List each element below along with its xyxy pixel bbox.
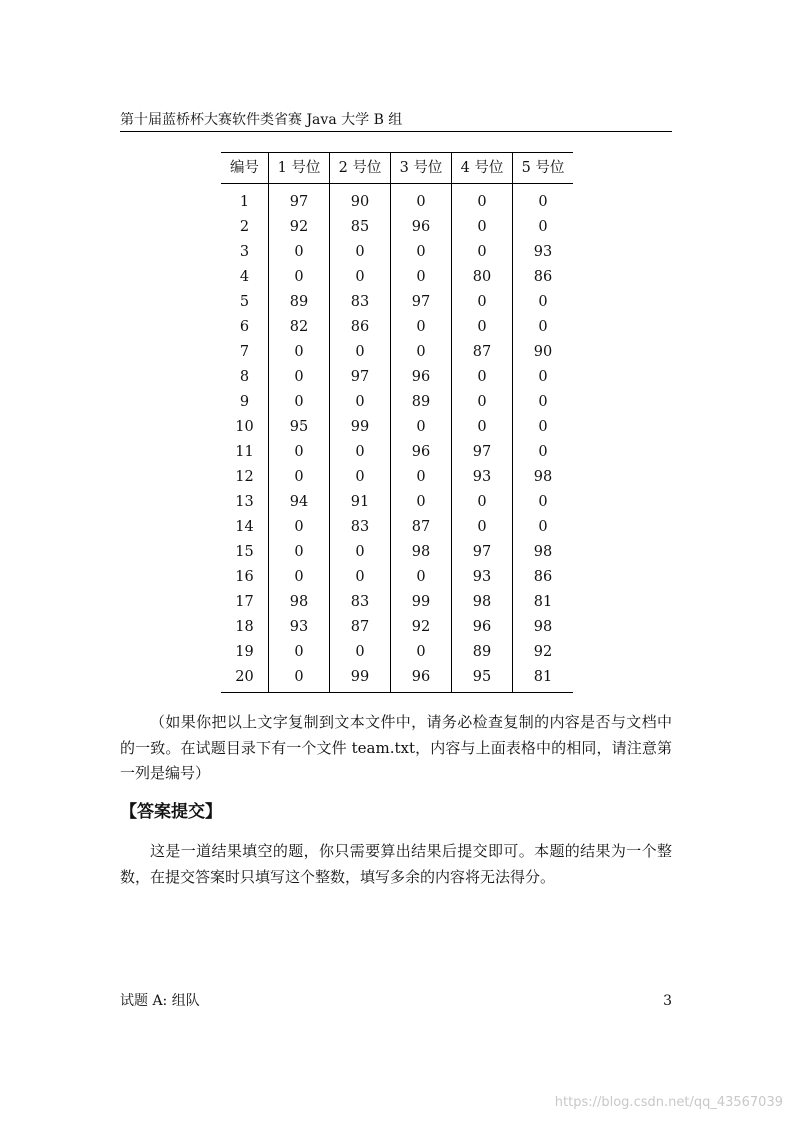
team-table: [221, 152, 573, 693]
row-id-cell: 13: [235, 494, 254, 510]
score-cell: 0: [452, 415, 513, 440]
table-row: [221, 440, 573, 465]
score-cell: 89: [269, 290, 330, 315]
score-cell: 0: [330, 440, 391, 465]
column-header: 5 号位: [513, 153, 574, 184]
row-id-cell: 11: [235, 444, 254, 460]
column-header: 1 号位: [269, 153, 330, 184]
row-id-cell: 8: [239, 369, 250, 385]
row-id-cell: 2: [239, 219, 250, 235]
score-cell: 96: [391, 665, 452, 693]
score-cell: 0: [391, 490, 452, 515]
score-cell: 0: [269, 540, 330, 565]
score-cell: 86: [513, 265, 574, 290]
row-id-cell: 1: [239, 194, 250, 210]
score-cell: 80: [452, 265, 513, 290]
score-cell: 98: [391, 540, 452, 565]
score-cell: 0: [330, 390, 391, 415]
score-cell: 0: [269, 390, 330, 415]
score-cell: 0: [330, 240, 391, 265]
score-cell: 0: [391, 240, 452, 265]
table-row: [221, 465, 573, 490]
score-cell: 97: [330, 365, 391, 390]
row-id-cell: 16: [235, 569, 254, 585]
score-cell: 98: [513, 465, 574, 490]
row-id-cell: 18: [235, 619, 254, 635]
score-cell: 0: [513, 365, 574, 390]
table-row: [221, 590, 573, 615]
table-row: [221, 490, 573, 515]
score-cell: 0: [330, 265, 391, 290]
score-cell: 89: [452, 640, 513, 665]
score-cell: 0: [452, 490, 513, 515]
row-id-cell: 9: [239, 394, 250, 410]
score-cell: 98: [452, 590, 513, 615]
score-cell: 0: [330, 340, 391, 365]
score-cell: 0: [330, 465, 391, 490]
table-row: [221, 415, 573, 440]
column-header: 4 号位: [452, 153, 513, 184]
score-cell: 0: [452, 315, 513, 340]
column-header: 编号: [221, 153, 269, 184]
score-cell: 0: [452, 365, 513, 390]
score-cell: 90: [513, 340, 574, 365]
table-row: [221, 315, 573, 340]
score-cell: 0: [452, 290, 513, 315]
score-cell: 0: [513, 315, 574, 340]
score-cell: 0: [452, 515, 513, 540]
score-cell: 0: [269, 240, 330, 265]
score-cell: 0: [391, 415, 452, 440]
score-cell: 93: [513, 240, 574, 265]
score-cell: 0: [269, 465, 330, 490]
table-row: [221, 615, 573, 640]
table-row: [221, 665, 573, 693]
score-cell: 0: [269, 565, 330, 590]
answer-paragraph: 这是一道结果填空的题，你只需要算出结果后提交即可。本题的结果为一个整数，在提交答案时只填写这个整数，填写多余的内容将无法得分。: [120, 842, 672, 886]
score-cell: 92: [513, 640, 574, 665]
page-number: 3: [663, 993, 672, 1009]
score-cell: 0: [513, 215, 574, 240]
score-cell: 99: [391, 590, 452, 615]
table-row: [221, 640, 573, 665]
score-cell: 0: [391, 640, 452, 665]
row-id-cell: 19: [235, 644, 254, 660]
answer-section-title: 【答案提交】: [120, 802, 222, 822]
score-cell: 99: [330, 415, 391, 440]
row-id-cell: 6: [239, 319, 250, 335]
score-cell: 0: [391, 315, 452, 340]
table-row: [221, 565, 573, 590]
header-rule: [120, 131, 672, 132]
score-cell: 0: [330, 540, 391, 565]
score-cell: 0: [513, 415, 574, 440]
row-id-cell: 5: [239, 294, 250, 310]
score-cell: 92: [269, 215, 330, 240]
score-cell: 0: [391, 184, 452, 216]
table-body: [221, 184, 573, 693]
table-row: [221, 240, 573, 265]
score-cell: 86: [513, 565, 574, 590]
score-cell: 0: [391, 565, 452, 590]
score-cell: 81: [513, 665, 574, 693]
score-cell: 0: [330, 565, 391, 590]
score-cell: 0: [513, 515, 574, 540]
column-header: 2 号位: [330, 153, 391, 184]
score-cell: 0: [269, 265, 330, 290]
score-cell: 87: [330, 615, 391, 640]
score-cell: 93: [452, 565, 513, 590]
score-cell: 99: [330, 665, 391, 693]
table-row: [221, 515, 573, 540]
score-cell: 95: [269, 415, 330, 440]
table-row: [221, 215, 573, 240]
score-cell: 0: [513, 440, 574, 465]
score-cell: 87: [452, 340, 513, 365]
score-cell: 0: [513, 290, 574, 315]
score-cell: 89: [391, 390, 452, 415]
footer-problem-label: 试题 A: 组队: [120, 993, 200, 1009]
row-id-cell: 14: [235, 519, 254, 535]
row-id-cell: 17: [235, 594, 254, 610]
score-cell: 98: [513, 540, 574, 565]
table-row: [221, 390, 573, 415]
score-cell: 83: [330, 590, 391, 615]
table-row: [221, 540, 573, 565]
score-cell: 87: [391, 515, 452, 540]
column-header: 3 号位: [391, 153, 452, 184]
watermark: https://blog.csdn.net/qq_43567039: [554, 1095, 783, 1110]
score-cell: 0: [269, 515, 330, 540]
score-cell: 96: [391, 440, 452, 465]
score-cell: 96: [391, 365, 452, 390]
score-cell: 96: [452, 615, 513, 640]
score-cell: 0: [452, 240, 513, 265]
score-cell: 91: [330, 490, 391, 515]
score-cell: 98: [269, 590, 330, 615]
score-cell: 93: [452, 465, 513, 490]
score-cell: 95: [452, 665, 513, 693]
table-row: [221, 365, 573, 390]
note-paragraph: （如果你把以上文字复制到文本文件中，请务必检查复制的内容是否与文档中的一致。在试题目录下有一个文件 team.txt，内容与上面表格中的相同，请注意第一列是编号）: [120, 713, 672, 782]
table-row: [221, 184, 573, 216]
score-cell: 94: [269, 490, 330, 515]
table-row: [221, 265, 573, 290]
score-cell: 0: [391, 265, 452, 290]
score-cell: 0: [330, 640, 391, 665]
score-cell: 0: [269, 440, 330, 465]
score-cell: 83: [330, 515, 391, 540]
score-cell: 0: [269, 365, 330, 390]
score-cell: 98: [513, 615, 574, 640]
page-header: 第十届蓝桥杯大赛软件类省赛 Java 大学 B 组: [120, 112, 403, 128]
score-cell: 83: [330, 290, 391, 315]
score-cell: 90: [330, 184, 391, 216]
score-cell: 0: [269, 665, 330, 693]
row-id-cell: 7: [239, 344, 250, 360]
row-id-cell: 10: [235, 419, 254, 435]
score-cell: 92: [391, 615, 452, 640]
row-id-cell: 3: [239, 244, 250, 260]
score-cell: 0: [452, 390, 513, 415]
table-header-row: [221, 153, 573, 184]
row-id-cell: 12: [235, 469, 254, 485]
row-id-cell: 4: [239, 269, 250, 285]
score-cell: 86: [330, 315, 391, 340]
score-cell: 81: [513, 590, 574, 615]
score-cell: 0: [513, 184, 574, 216]
score-cell: 0: [513, 490, 574, 515]
row-id-cell: 20: [235, 669, 254, 685]
score-cell: 0: [269, 640, 330, 665]
score-cell: 96: [391, 215, 452, 240]
row-id-cell: 15: [235, 544, 254, 560]
score-cell: 0: [269, 340, 330, 365]
score-cell: 0: [391, 465, 452, 490]
score-cell: 0: [452, 215, 513, 240]
score-cell: 85: [330, 215, 391, 240]
score-cell: 97: [452, 540, 513, 565]
score-cell: 0: [452, 184, 513, 216]
score-cell: 82: [269, 315, 330, 340]
score-cell: 97: [269, 184, 330, 216]
score-cell: 97: [452, 440, 513, 465]
score-cell: 97: [391, 290, 452, 315]
table-row: [221, 290, 573, 315]
score-cell: 0: [391, 340, 452, 365]
score-cell: 0: [513, 390, 574, 415]
table-row: [221, 340, 573, 365]
score-cell: 93: [269, 615, 330, 640]
